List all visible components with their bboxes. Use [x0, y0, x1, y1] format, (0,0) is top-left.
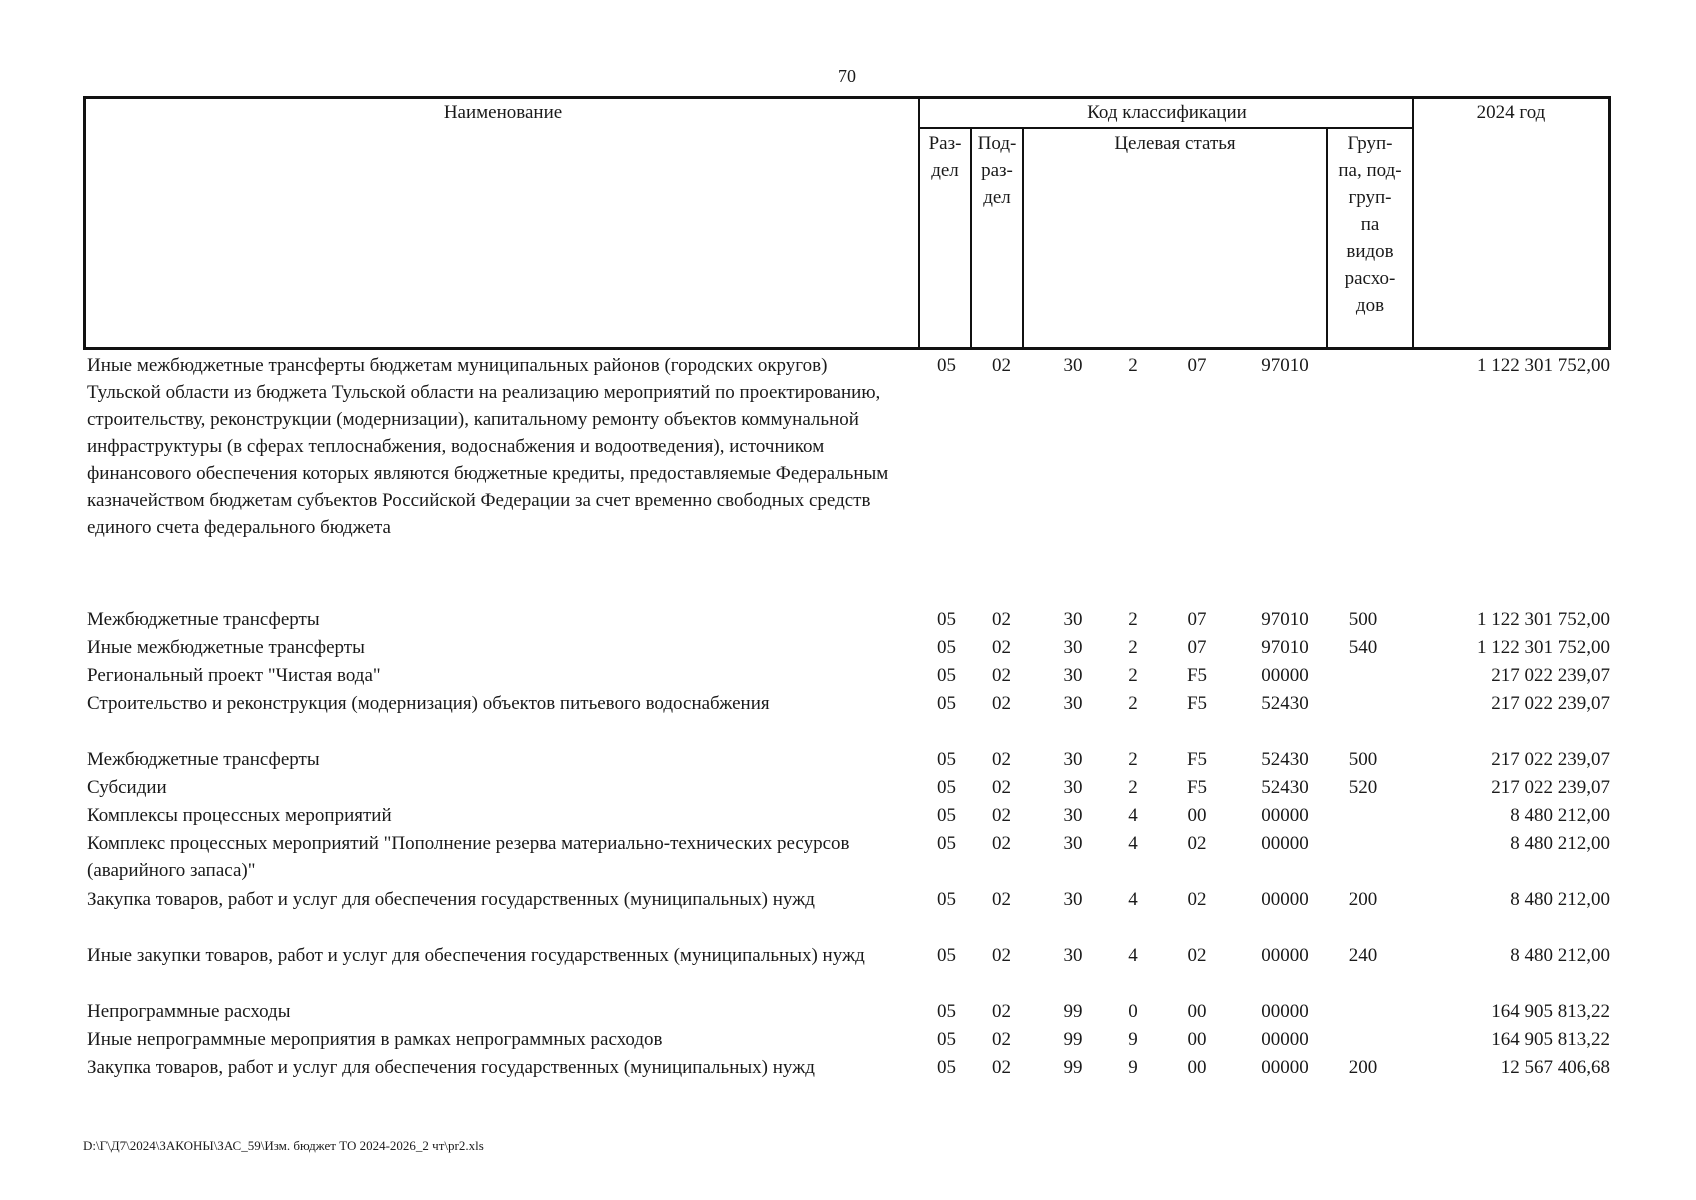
header-target: Целевая статья	[1114, 133, 1236, 154]
row-name: Строительство и реконструкция (модернизация) объектов питьевого водоснабжения	[87, 693, 770, 714]
row-amount: 8 480 212,00	[1510, 833, 1610, 854]
divider	[920, 127, 1414, 129]
row-target-subprogram: 2	[1128, 609, 1138, 630]
row-amount: 12 567 406,68	[1500, 1057, 1610, 1078]
row-razdel: 05	[937, 833, 956, 854]
row-name: Иные межбюджетные трансферты бюджетам муниципальных районов (городских округов) Тульской области из бюджета Тульской области на реализацию мероприятий по проектированию, строительству, реконструкции (модернизации), капитальному ремонту объектов коммунальной инфраструктуры (в сферах теплоснабжения, водоснабжения и водоотведения), источником финансового обеспечения которых являются бюджетные кредиты, предоставляемые Федеральным казначейством бюджетам субъектов Российской Федерации за счет временно свободных средств единого счета федерального бюджета	[87, 355, 889, 538]
row-target-direction: 00000	[1261, 889, 1309, 910]
row-target-subprogram: 0	[1128, 1001, 1138, 1022]
row-podrazdel: 02	[992, 609, 1011, 630]
row-podrazdel: 02	[992, 1057, 1011, 1078]
header-year: 2024 год	[1476, 102, 1546, 123]
row-podrazdel: 02	[992, 355, 1011, 376]
row-podrazdel: 02	[992, 945, 1011, 966]
row-razdel: 05	[937, 665, 956, 686]
row-amount: 1 122 301 752,00	[1477, 355, 1610, 376]
header-razdel: Раз- дел	[928, 133, 962, 181]
row-target-subprogram: 2	[1128, 665, 1138, 686]
row-target-subprogram: 4	[1128, 945, 1138, 966]
row-target-direction: 97010	[1261, 637, 1309, 658]
row-razdel: 05	[937, 889, 956, 910]
row-target-event: 00	[1187, 1057, 1207, 1078]
row-target-program: 30	[1063, 609, 1083, 630]
row-target-subprogram: 2	[1128, 355, 1138, 376]
row-target-direction: 00000	[1261, 1001, 1309, 1022]
row-expense-group: 520	[1348, 777, 1378, 798]
row-razdel: 05	[937, 637, 956, 658]
row-razdel: 05	[937, 777, 956, 798]
row-target-direction: 52430	[1261, 749, 1309, 770]
header-code-group: Код классификации	[1087, 102, 1247, 123]
row-name: Закупка товаров, работ и услуг для обеспечения государственных (муниципальных) нужд	[87, 1057, 815, 1078]
row-target-subprogram: 4	[1128, 833, 1138, 854]
row-target-program: 30	[1063, 805, 1083, 826]
header-podrazdel: Под- раз- дел	[977, 133, 1017, 208]
row-target-event: 02	[1187, 945, 1207, 966]
file-path: D:\Г\Д7\2024\ЗАКОНЫ\ЗАС_59\Изм. бюджет ТО 2024-2026_2 чт\pr2.xls	[83, 1138, 484, 1153]
row-podrazdel: 02	[992, 833, 1011, 854]
row-target-direction: 00000	[1261, 945, 1309, 966]
row-target-subprogram: 2	[1128, 637, 1138, 658]
row-razdel: 05	[937, 1029, 956, 1050]
row-target-program: 30	[1063, 945, 1083, 966]
row-podrazdel: 02	[992, 805, 1011, 826]
row-target-program: 30	[1063, 665, 1083, 686]
row-name: Иные непрограммные мероприятия в рамках непрограммных расходов	[87, 1029, 663, 1050]
row-target-event: 07	[1187, 355, 1207, 376]
row-target-subprogram: 2	[1128, 749, 1138, 770]
row-target-event: 00	[1187, 1029, 1207, 1050]
row-amount: 217 022 239,07	[1491, 665, 1610, 686]
row-amount: 164 905 813,22	[1491, 1029, 1610, 1050]
header-group: Груп- па, под- груп- па видов расхо- дов	[1338, 133, 1402, 316]
row-target-subprogram: 9	[1128, 1029, 1138, 1050]
row-target-event: 07	[1187, 609, 1207, 630]
row-target-event: 00	[1187, 1001, 1207, 1022]
row-name: Непрограммные расходы	[87, 1001, 291, 1022]
row-target-subprogram: 4	[1128, 889, 1138, 910]
row-podrazdel: 02	[992, 889, 1011, 910]
row-target-direction: 00000	[1261, 1057, 1309, 1078]
row-expense-group: 200	[1348, 1057, 1378, 1078]
row-target-event: 02	[1187, 889, 1207, 910]
row-name: Субсидии	[87, 777, 167, 798]
row-razdel: 05	[937, 355, 956, 376]
row-podrazdel: 02	[992, 1029, 1011, 1050]
row-amount: 164 905 813,22	[1491, 1001, 1610, 1022]
row-podrazdel: 02	[992, 749, 1011, 770]
row-target-event: F5	[1186, 665, 1208, 686]
row-target-direction: 52430	[1261, 693, 1309, 714]
row-target-event: 00	[1187, 805, 1207, 826]
row-amount: 1 122 301 752,00	[1477, 637, 1610, 658]
divider	[1412, 99, 1414, 350]
row-target-event: 02	[1187, 833, 1207, 854]
row-target-direction: 97010	[1261, 609, 1309, 630]
row-target-subprogram: 4	[1128, 805, 1138, 826]
row-amount: 8 480 212,00	[1510, 889, 1610, 910]
row-amount: 1 122 301 752,00	[1477, 609, 1610, 630]
row-target-direction: 00000	[1261, 1029, 1309, 1050]
row-name: Межбюджетные трансферты	[87, 749, 320, 770]
row-name: Межбюджетные трансферты	[87, 609, 320, 630]
row-target-program: 30	[1063, 777, 1083, 798]
row-podrazdel: 02	[992, 637, 1011, 658]
row-razdel: 05	[937, 1057, 956, 1078]
row-amount: 8 480 212,00	[1510, 945, 1610, 966]
row-podrazdel: 02	[992, 777, 1011, 798]
row-expense-group: 240	[1348, 945, 1378, 966]
row-target-direction: 00000	[1261, 665, 1309, 686]
row-target-direction: 00000	[1261, 805, 1309, 826]
row-amount: 217 022 239,07	[1491, 693, 1610, 714]
row-razdel: 05	[937, 1001, 956, 1022]
divider	[1022, 127, 1024, 350]
row-razdel: 05	[937, 609, 956, 630]
row-target-event: F5	[1186, 693, 1208, 714]
row-target-direction: 00000	[1261, 833, 1309, 854]
row-target-program: 30	[1063, 637, 1083, 658]
row-podrazdel: 02	[992, 1001, 1011, 1022]
row-name: Комплекс процессных мероприятий "Пополнение резерва материально-технических ресурсов (аварийного запаса)"	[87, 833, 850, 881]
row-target-event: F5	[1186, 749, 1208, 770]
row-razdel: 05	[937, 805, 956, 826]
row-podrazdel: 02	[992, 665, 1011, 686]
row-razdel: 05	[937, 693, 956, 714]
row-name: Иные закупки товаров, работ и услуг для обеспечения государственных (муниципальных) нужд	[87, 945, 865, 966]
row-target-program: 30	[1063, 833, 1083, 854]
row-expense-group: 540	[1348, 637, 1378, 658]
row-target-event: F5	[1186, 777, 1208, 798]
row-target-direction: 52430	[1261, 777, 1309, 798]
row-amount: 217 022 239,07	[1491, 749, 1610, 770]
table-header	[83, 96, 1611, 350]
header-name: Наименование	[443, 102, 563, 123]
row-target-subprogram: 2	[1128, 777, 1138, 798]
row-name: Комплексы процессных мероприятий	[87, 805, 392, 826]
page-number: 70	[838, 66, 856, 86]
row-name: Региональный проект "Чистая вода"	[87, 665, 381, 686]
row-name: Иные межбюджетные трансферты	[87, 637, 365, 658]
row-name: Закупка товаров, работ и услуг для обеспечения государственных (муниципальных) нужд	[87, 889, 815, 910]
row-target-subprogram: 9	[1128, 1057, 1138, 1078]
row-target-program: 30	[1063, 889, 1083, 910]
row-expense-group: 500	[1348, 749, 1378, 770]
row-target-program: 99	[1063, 1029, 1083, 1050]
row-target-program: 30	[1063, 355, 1083, 376]
row-razdel: 05	[937, 749, 956, 770]
row-target-subprogram: 2	[1128, 693, 1138, 714]
row-target-direction: 97010	[1261, 355, 1309, 376]
row-razdel: 05	[937, 945, 956, 966]
row-expense-group: 500	[1348, 609, 1378, 630]
row-podrazdel: 02	[992, 693, 1011, 714]
row-amount: 217 022 239,07	[1491, 777, 1610, 798]
row-target-program: 99	[1063, 1001, 1083, 1022]
row-expense-group: 200	[1348, 889, 1378, 910]
row-target-program: 30	[1063, 749, 1083, 770]
row-target-event: 07	[1187, 637, 1207, 658]
row-target-program: 30	[1063, 693, 1083, 714]
row-amount: 8 480 212,00	[1510, 805, 1610, 826]
row-target-program: 99	[1063, 1057, 1083, 1078]
